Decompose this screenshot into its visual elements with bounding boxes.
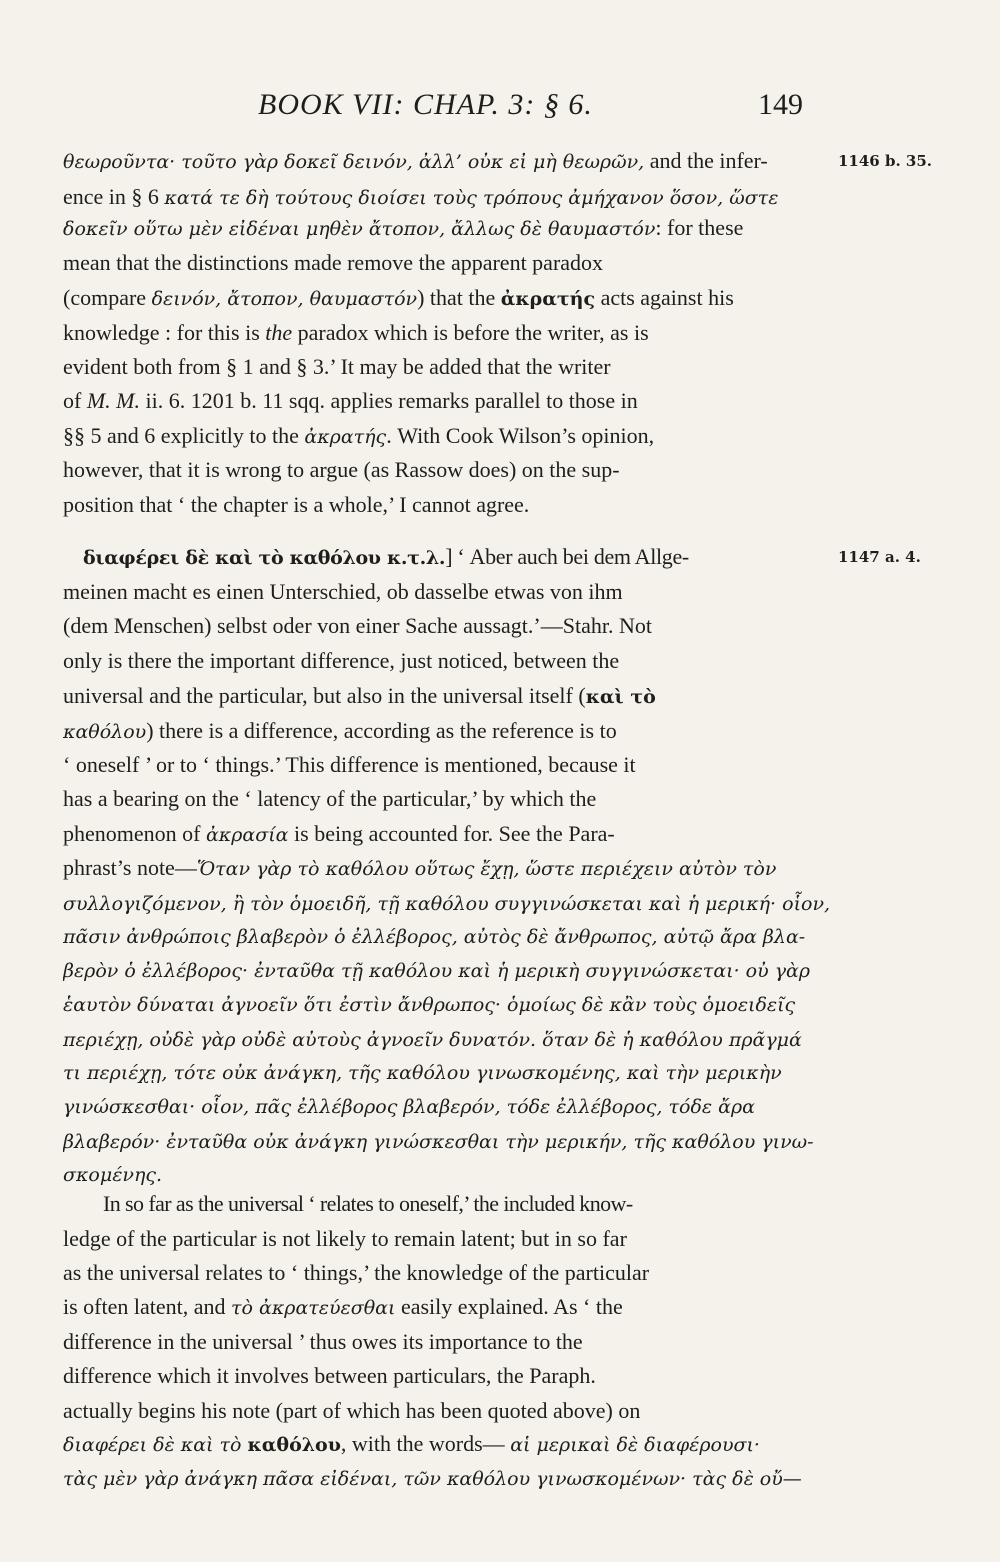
greek-segment: ἀκρασία: [205, 824, 289, 846]
text-line: [63, 1359, 838, 1393]
greek-segment: διαφέρει δὲ καὶ τὸ: [63, 1434, 248, 1456]
text-line: [63, 575, 838, 609]
greek-segment: θεωροῦντα· τοῦτο γὰρ δοκεῖ δεινόν, ἀλλ’ οὐκ εἰ μὴ θεωρῶν,: [63, 151, 645, 173]
greek-segment: γινώσκεσθαι· οἷον, πᾶς ἐλλέβορος βλαβερόν, τόδε ἐλλέβορος, τόδε ἄρα: [63, 1096, 755, 1118]
greek-segment: κατά τε δὴ τούτους διοίσει τοὺς τρόπους ἀμήχανον ὅσον, ὥστε: [164, 187, 779, 209]
text-segment: (dem Menschen) selbst oder von einer Sache aussagt.’—Stahr. Not: [63, 613, 652, 638]
text-segment: ii. 6. 1201 b. 11 sqq. applies remarks parallel to those in: [139, 388, 638, 413]
text-line: [63, 1089, 838, 1123]
greek-segment: καὶ τὸ: [585, 686, 656, 708]
text-segment: ) there is a difference, according as the reference is to: [146, 718, 617, 743]
running-head: BOOK VII: CHAP. 3: § 6.: [258, 88, 593, 121]
text-segment: acts against his: [595, 285, 734, 310]
text-segment: difference in the universal ’ thus owes its importance to the: [63, 1329, 583, 1354]
text-segment: and the infer-: [644, 148, 768, 173]
greek-segment: βλαβερόν· ἐνταῦθα οὐκ ἀνάγκη γινώσκεσθαι τὴν μερικήν, τῆς καθόλου γινω-: [63, 1131, 814, 1153]
text-segment: is often latent, and: [63, 1294, 232, 1319]
text-line: [63, 609, 838, 643]
text-line: [63, 1394, 838, 1428]
greek-segment: τὸ ἀκρατεύεσθαι: [231, 1297, 396, 1319]
page-header: [0, 88, 1000, 128]
text-line: [63, 886, 838, 920]
text-segment: phenomenon of: [63, 821, 206, 846]
text-line: [63, 281, 838, 315]
text-segment: , with the words—: [340, 1431, 511, 1456]
text-segment: as the universal relates to ‘ things,’ the knowledge of the particular: [63, 1260, 650, 1285]
text-line: [63, 679, 838, 713]
text-line: [63, 953, 838, 987]
greek-segment: αἱ μερικαὶ δὲ διαφέρουσι·: [510, 1434, 760, 1456]
text-line: [63, 316, 838, 350]
greek-segment: δεινόν, ἄτοπον, θαυμαστόν: [151, 288, 418, 310]
text-segment: (compare: [63, 285, 152, 310]
text-segment: In so far as the universal ‘ relates to oneself,’ the included know-: [103, 1191, 633, 1216]
text-line: [63, 350, 838, 384]
margin-reference: 1146 b. 35.: [838, 152, 932, 170]
italic-segment: M. M.: [86, 388, 140, 413]
text-segment: meinen macht es einen Unterschied, ob dasselbe etwas von ihm: [63, 579, 623, 604]
greek-segment: καθόλου: [63, 721, 147, 743]
greek-segment: συλλογιζόμενον, ἢ τὸν ὁμοειδῆ, τῇ καθόλου συγγινώσκεται καὶ ἡ μερική· οἷον,: [63, 893, 831, 915]
greek-segment: τὰς μὲν γὰρ ἀνάγκη πᾶσα εἰδέναι, τῶν καθόλου γινωσκομένων· τὰς δὲ οὔ—: [63, 1468, 802, 1490]
text-line: [63, 987, 838, 1021]
text-segment: only is there the important difference, just noticed, between the: [63, 648, 620, 673]
text-line: [63, 144, 838, 178]
text-segment: ] ‘ Aber auch bei dem Allge-: [445, 544, 689, 569]
text-line: [63, 384, 838, 418]
text-line: [63, 919, 838, 953]
greek-segment: ἀκρατής: [500, 288, 596, 310]
greek-segment: βερὸν ὁ ἐλλέβορος· ἐνταῦθα τῇ καθόλου καὶ ἡ μερικὴ συγγινώσκεται· οὐ γὰρ: [63, 960, 811, 982]
text-segment: easily explained. As ‘ the: [395, 1294, 623, 1319]
greek-segment: πᾶσιν ἀνθρώποις βλαβερὸν ὁ ἐλλέβορος, αὐτὸς δὲ ἄνθρωπος, αὐτῷ ἄρα βλα-: [63, 926, 806, 948]
text-segment: universal and the particular, but also in the universal itself (: [63, 683, 586, 708]
greek-segment: τι περιέχῃ, τότε οὐκ ἀνάγκη, τῆς καθόλου γινωσκομένης, καὶ τὴν μερικὴν: [63, 1062, 782, 1084]
text-line: [63, 1222, 838, 1256]
text-line: [63, 1256, 838, 1290]
greek-segment: διαφέρει δὲ καὶ τὸ καθόλου κ.τ.λ.: [83, 547, 446, 569]
text-segment: knowledge : for this is: [63, 320, 266, 345]
text-line: [63, 644, 838, 678]
text-line: [63, 817, 838, 851]
text-line: [63, 246, 838, 280]
greek-segment: ἑαυτὸν δύναται ἀγνοεῖν ὅτι ἐστὶν ἄνθρωπος· ὁμοίως δὲ κἂν τοὺς ὁμοειδεῖς: [63, 994, 796, 1016]
text-line: [63, 1055, 838, 1089]
text-segment: ‘ oneself ’ or to ‘ things.’ This difference is mentioned, because it: [63, 752, 636, 777]
italic-segment: the: [265, 320, 293, 345]
greek-segment: καθόλου: [247, 1434, 341, 1456]
text-line: [63, 419, 838, 453]
text-segment: ) that the: [417, 285, 501, 310]
text-line: [63, 1461, 838, 1495]
text-segment: paradox which is before the writer, as is: [292, 320, 649, 345]
text-segment: : for these: [655, 215, 744, 240]
text-line: [63, 1427, 838, 1461]
greek-segment: περιέχῃ, οὐδὲ γὰρ οὐδὲ αὐτοὺς ἀγνοεῖν δυνατόν. ὅταν δὲ ἡ καθόλου πρᾶγμά: [63, 1029, 802, 1051]
text-segment: difference which it involves between particulars, the Paraph.: [63, 1363, 596, 1388]
text-segment: actually begins his note (part of which has been quoted above) on: [63, 1398, 641, 1423]
text-line: [63, 748, 838, 782]
text-line: [63, 211, 838, 245]
text-line: [63, 1022, 838, 1056]
text-segment: evident both from § 1 and § 3.’ It may be added that the writer: [63, 354, 611, 379]
text-segment: ledge of the particular is not likely to remain latent; but in so far: [63, 1226, 627, 1251]
text-line: [63, 540, 858, 574]
text-line: [63, 1187, 878, 1221]
text-segment: . With Cook Wilson’s opinion,: [386, 423, 655, 448]
text-segment: has a bearing on the ‘ latency of the particular,’ by which the: [63, 786, 597, 811]
text-line: [63, 1325, 838, 1359]
greek-segment: σκομένης.: [63, 1164, 163, 1186]
margin-reference: 1147 a. 4.: [838, 548, 921, 566]
text-line: [63, 851, 838, 885]
text-segment: ence in § 6: [63, 184, 165, 209]
text-segment: position that ‘ the chapter is a whole,’ I cannot agree.: [63, 492, 530, 517]
text-line: [63, 488, 838, 522]
text-line: [63, 782, 838, 816]
text-line: [63, 1290, 838, 1324]
text-segment: however, that it is wrong to argue (as Rassow does) on the sup-: [63, 457, 620, 482]
text-segment: is being accounted for. See the Para-: [288, 821, 615, 846]
text-segment: of: [63, 388, 87, 413]
text-segment: §§ 5 and 6 explicitly to the: [63, 423, 305, 448]
text-line: [63, 1157, 838, 1191]
page-number: 149: [758, 88, 803, 121]
text-line: [63, 453, 838, 487]
text-segment: phrast’s note—: [63, 855, 197, 880]
greek-segment: Ὅταν γὰρ τὸ καθόλου οὕτως ἔχῃ, ὥστε περιέχειν αὐτὸν τὸν: [196, 858, 777, 880]
greek-segment: δοκεῖν οὕτω μὲν εἰδέναι μηθὲν ἄτοπον, ἄλλως δὲ θαυμαστόν: [63, 218, 656, 240]
text-line: [63, 714, 838, 748]
greek-segment: ἀκρατής: [304, 426, 387, 448]
text-line: [63, 1124, 838, 1158]
text-line: [63, 180, 838, 214]
text-segment: mean that the distinctions made remove the apparent paradox: [63, 250, 604, 275]
